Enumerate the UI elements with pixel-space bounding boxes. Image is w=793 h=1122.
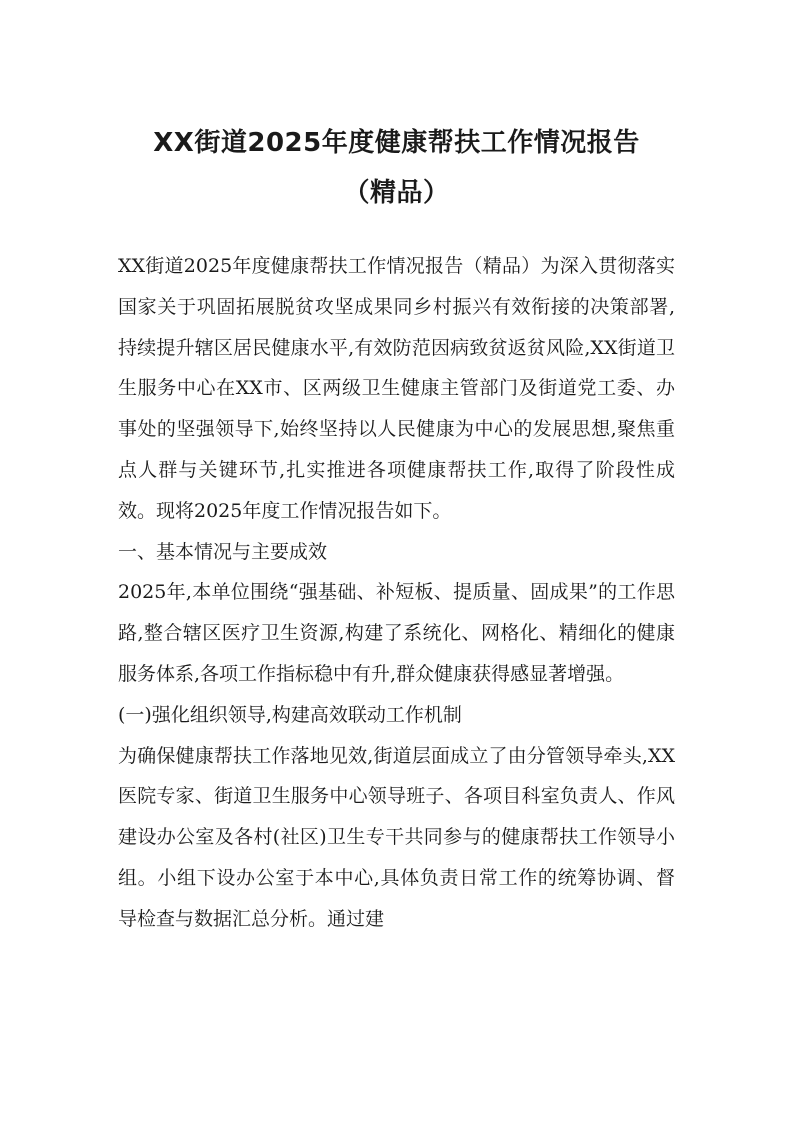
subsection-1-heading: (一)强化组织领导,构建高效联动工作机制 — [118, 703, 462, 726]
section-1-heading: 一、基本情况与主要成效 — [118, 540, 328, 563]
intro-paragraph: XX街道2025年度健康帮扶工作情况报告（精品）为深入贯彻落实国家关于巩固拓展脱贫攻坚成果同乡村振兴有效衔接的决策部署,持续提升辖区居民健康水平,有效防范因病致贫返贫风险,XX街道卫生服务中心在XX市、区两级卫生健康主管部门及街道党工委、办事处的坚强领导下,始终坚持以人民健康为中心的发展思想,聚焦重点人群与关键环节,扎实推进各项健康帮扶工作,取得了阶段性成效。现将2025年度工作情况报告如下。 — [118, 255, 675, 522]
subsection-1-paragraph: 为确保健康帮扶工作落地见效,街道层面成立了由分管领导牵头,XX医院专家、街道卫生服务中心领导班子、各项目科室负责人、作风建设办公室及各村(社区)卫生专干共同参与的健康帮扶工作领导小组。小组下设办公室于本中心,具体负责日常工作的统筹协调、督导检查与数据汇总分析。通过建 — [118, 744, 675, 930]
title-line-2: （精品） — [343, 178, 450, 208]
section-1-paragraph: 2025年,本单位围绕“强基础、补短板、提质量、固成果”的工作思路,整合辖区医疗卫生资源,构建了系统化、网格化、精细化的健康服务体系,各项工作指标稳中有升,群众健康获得感显著增强。 — [118, 581, 675, 685]
title-line-1: XX街道2025年度健康帮扶工作情况报告 — [153, 128, 640, 158]
document-body — [118, 246, 675, 940]
document-title — [118, 118, 675, 218]
